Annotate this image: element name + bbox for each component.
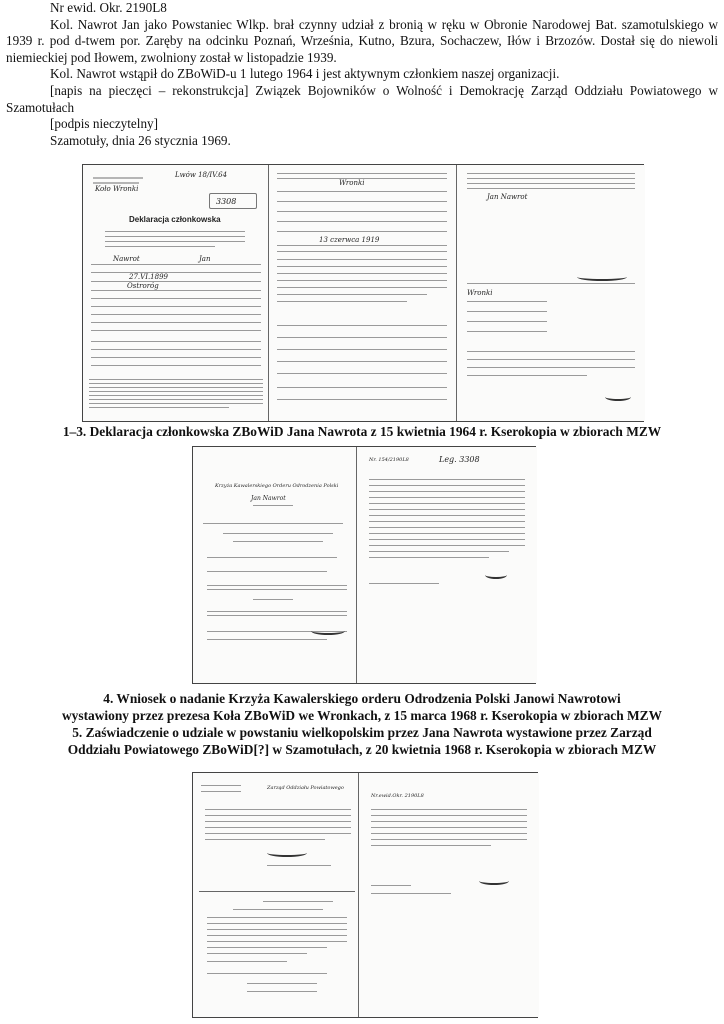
handwritten-name: Nawrot: [113, 255, 140, 263]
stamp-number: 3308: [209, 193, 257, 209]
scan-stamp-number: Leg. 3308: [439, 455, 480, 464]
figure-4-5-scan: [192, 446, 536, 684]
caption-line-4a: 4. Wniosek o nadanie Krzyża Kawalerskiego orderu Odrodzenia Polski Janowi Nawrotowi: [103, 691, 621, 706]
figure-1-3-scan: [82, 164, 644, 422]
signature-mark-4: [311, 627, 345, 635]
caption-line-5a: 5. Zaświadczenie o udziale w powstaniu wielkopolskim przez Jana Nawrota wystawione przez Zarząd: [72, 725, 652, 740]
signature-mark-2: [605, 393, 631, 401]
handwritten-date-2: 13 czerwca 1919: [319, 236, 380, 244]
signature-note: [podpis nieczytelny]: [50, 116, 159, 132]
handwritten-unit: Koło Wronki: [95, 185, 139, 193]
signature-mark-6: [267, 849, 307, 857]
scan-page-6: [193, 773, 359, 1017]
figure-bottom-scan: [192, 772, 538, 1018]
scan-form-title: Deklaracja członkowska: [129, 215, 221, 224]
scan-page-2: [269, 165, 457, 421]
scan-recipient-name: Jan Nawrot: [251, 495, 286, 502]
record-number: Nr ewid. Okr. 2190L8: [50, 0, 167, 15]
scan-page-3: [457, 165, 645, 421]
paragraph-service: Kol. Nawrot Jan jako Powstaniec Wlkp. brał czynny udział z bronią w ręku w Obronie Narodowej Bat. szamotulskiego w 1939 r. pod d-twem por. Zaręby na odcinku Poznań, Września, Kutno, Bzura, Sochaczew, Iłów i Brzozów. Dostał się do niewoli niemieckiej pod Iłowem, zwolniony został w listopadzie 1939.: [6, 16, 718, 65]
scan-page-7: [359, 773, 539, 1017]
handwritten-birthdate: 27.VI.1899: [129, 273, 168, 281]
scan-heading: Zarząd Oddziału Powiatowego: [267, 785, 344, 791]
handwritten-signature-name: Jan Nawrot: [487, 193, 528, 201]
signature-mark: [577, 273, 627, 281]
document-text: [6, 0, 718, 149]
scan-page-4: [193, 447, 357, 683]
scan-ref-number: Nr. 154/2190L8: [369, 457, 409, 463]
scan-order-header: Krzyża Kawalerskiego Orderu Odrodzenia Polski: [215, 483, 339, 489]
scan-ref-number-2: Nr.ewid.Okr. 2190L8: [371, 793, 424, 799]
handwritten-unit-2: Wronki: [339, 179, 365, 187]
paragraph-membership: Kol. Nawrot wstąpił do ZBoWiD-u 1 lutego 1964 i jest aktywnym członkiem naszej organizacji.: [50, 66, 560, 82]
handwritten-birthplace: Ostroróg: [127, 282, 159, 290]
scan-page-5: [357, 447, 537, 683]
caption-line-5b: Oddziału Powiatowego ZBoWiD[?] w Szamotułach, z 20 kwietnia 1968 r. Kserokopia w zbiorach MZW: [67, 742, 657, 757]
figure-4-5-caption: [0, 690, 724, 758]
figure-1-3-caption: 1–3. Deklaracja członkowska ZBoWiD Jana Nawrota z 15 kwietnia 1964 r. Kserokopia w zbiorach MZW: [62, 424, 662, 439]
place-date: Szamotuły, dnia 26 stycznia 1969.: [50, 132, 231, 148]
scan-page-1: [83, 165, 269, 421]
handwritten-place-3: Wronki: [467, 289, 493, 297]
paragraph-stamp-text: [napis na pieczęci – rekonstrukcja] Związek Bojowników o Wolność i Demokrację Zarząd Oddziału Powiatowego w Szamotułach: [6, 82, 718, 115]
signature-mark-7: [479, 877, 509, 885]
signature-mark-5: [485, 571, 507, 579]
handwritten-ref: Lwów 18/IV.64: [175, 171, 228, 179]
caption-line-4b: wystawiony przez prezesa Koła ZBoWiD we Wronkach, z 15 marca 1968 r. Kserokopia w zbiorach MZW: [62, 708, 662, 723]
handwritten-firstname: Jan: [199, 255, 211, 263]
